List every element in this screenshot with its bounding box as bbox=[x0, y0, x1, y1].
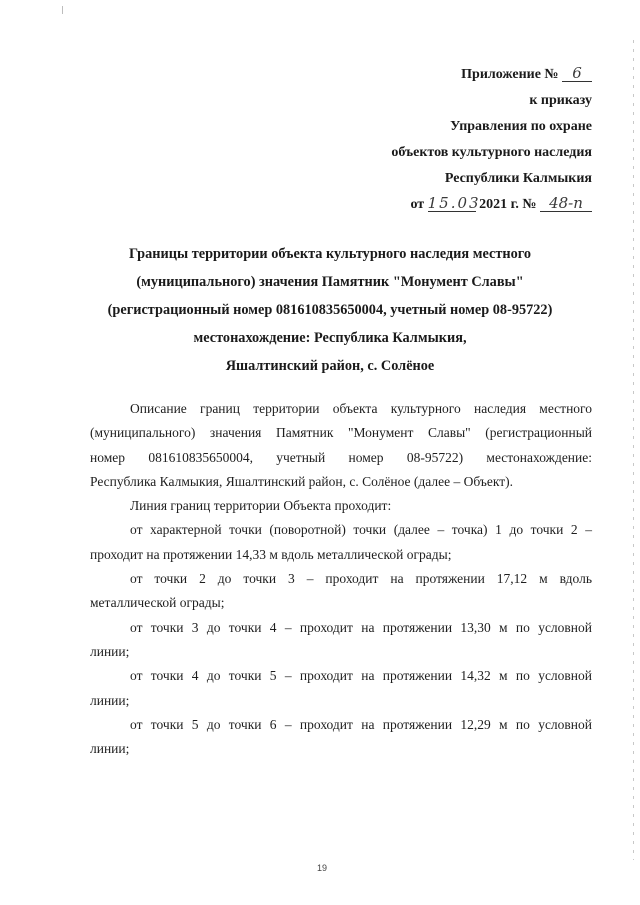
body-line: номер 081610835650004, учетный номер 08-95722) местонахождение: bbox=[90, 449, 592, 465]
appendix-number-handwritten: 6 bbox=[562, 65, 592, 82]
order-number-handwritten: 48-п bbox=[540, 195, 592, 212]
title-line: (регистрационный номер 081610835650004, учетный номер 08-95722) bbox=[107, 302, 553, 318]
date-prefix: от bbox=[410, 197, 425, 212]
scan-mark bbox=[62, 6, 63, 14]
title-line: местонахождение: Республика Калмыкия, bbox=[193, 330, 467, 346]
appendix-authority-line-1: Управления по охране bbox=[450, 119, 592, 134]
date-handwritten: 15.03 bbox=[427, 194, 481, 212]
page-number: 19 bbox=[316, 863, 327, 873]
body-line: от точки 2 до точки 3 – проходит на протяжении 17,12 м вдоль bbox=[130, 571, 592, 587]
body-line: линии; bbox=[90, 692, 130, 708]
body-line: от точки 5 до точки 6 – проходит на протяжении 12,29 м по условной bbox=[130, 716, 592, 732]
appendix-number-line bbox=[272, 62, 592, 88]
document-body bbox=[90, 397, 592, 761]
appendix-authority-line-3: Республики Калмыкия bbox=[444, 171, 592, 186]
appendix-authority-line-2: объектов культурного наследия bbox=[391, 145, 592, 160]
title-line: Яшалтинский район, с. Солёное bbox=[225, 358, 435, 374]
body-line: линии; bbox=[90, 643, 130, 659]
appendix-block bbox=[272, 62, 592, 218]
body-line: линии; bbox=[90, 741, 130, 757]
body-line: металлической ограды; bbox=[90, 595, 225, 611]
body-line: Описание границ территории объекта культурного наследия местного bbox=[130, 401, 592, 416]
body-line: (муниципального) значения Памятник "Монумент Славы" (регистрационный bbox=[90, 425, 592, 441]
appendix-date-line bbox=[272, 192, 592, 218]
body-line: Республика Калмыкия, Яшалтинский район, с. Солёное (далее – Объект). bbox=[90, 473, 514, 489]
appendix-order-line: к приказу bbox=[529, 93, 592, 108]
body-line: от точки 3 до точки 4 – проходит на протяжении 13,30 м по условной bbox=[130, 619, 592, 635]
title-line: (муниципального) значения Памятник "Монумент Славы" bbox=[136, 274, 524, 290]
year-text: 2021 г. № bbox=[479, 197, 537, 212]
appendix-label: Приложение № bbox=[461, 67, 559, 82]
document-title bbox=[60, 240, 600, 380]
body-line: от характерной точки (поворотной) точки (далее – точка) 1 до точки 2 – bbox=[130, 522, 592, 538]
scan-edge bbox=[633, 40, 634, 860]
body-line: Линия границ территории Объекта проходит: bbox=[130, 498, 392, 514]
body-line: от точки 4 до точки 5 – проходит на протяжении 14,32 м по условной bbox=[130, 668, 592, 684]
title-line: Границы территории объекта культурного наследия местного bbox=[128, 246, 532, 262]
body-line: проходит на протяжении 14,33 м вдоль металлической ограды; bbox=[90, 546, 452, 562]
